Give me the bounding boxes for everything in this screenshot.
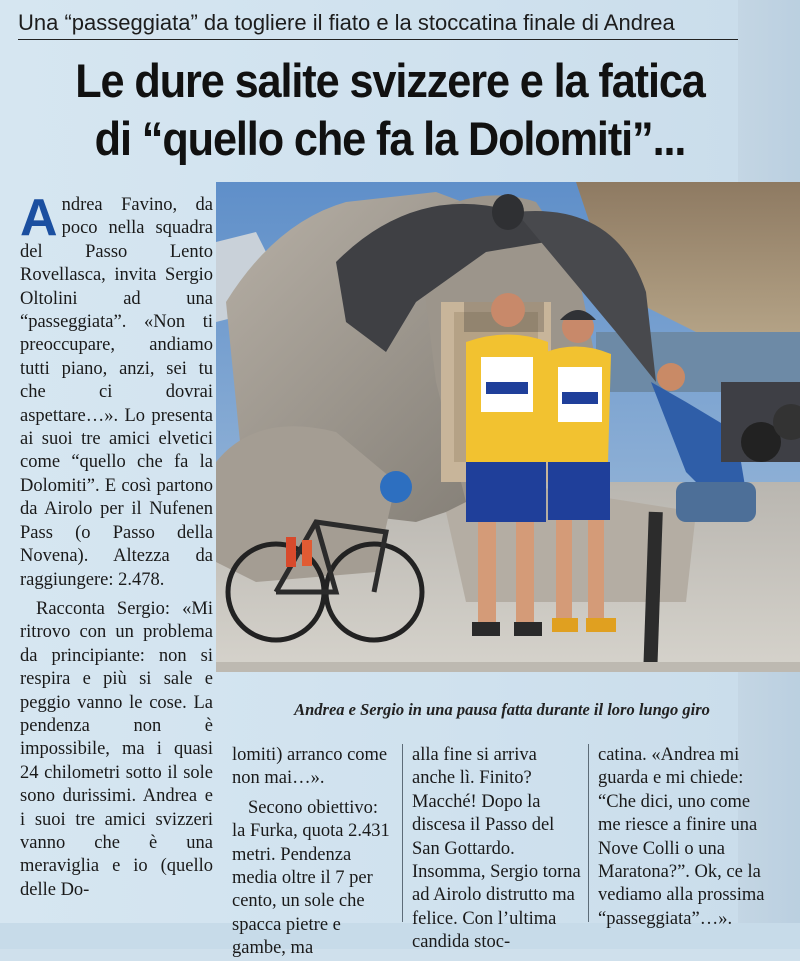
article-column-2 xyxy=(232,744,392,961)
headline-line-1: Le dure salite svizzere e la fatica xyxy=(75,54,705,107)
column-divider xyxy=(588,744,589,922)
article-paragraph: Racconta Sergio: «Mi ritrovo con un problema da principiante: non si respira e più si sale e peggio vanno le cose. La pendenza non è impossibile, ma i quasi 24 chilometri sotto il sole sono durissimi. Andrea e i suoi tre amici svizzeri vanno che è una meraviglia e io (quello delle Do- xyxy=(20,598,213,900)
article-paragraph: alla fine si arriva anche lì. Finito? Macché! Dopo la discesa il Passo del San Gottardo. Insomma, Sergio torna ad Airolo distrutto ma felice. Con l’ultima candida stoc- xyxy=(412,745,581,953)
column-divider xyxy=(402,744,403,922)
article-paragraph xyxy=(20,189,213,592)
article-column-1 xyxy=(20,189,213,902)
article-paragraph: catina. «Andrea mi guarda e mi chiede: “Che dici, uno come me riesce a finire una Nove Colli o una Maratona?”. Ok, ce la vediamo alla prossima “passeggiata”…». xyxy=(598,745,765,929)
photo-caption: Andrea e Sergio in una pausa fatta durante il loro lungo giro xyxy=(294,700,710,719)
kicker: Una “passeggiata” da togliere il fiato e la stoccatina finale di Andrea xyxy=(18,10,738,40)
headline-line-2: di “quello che fa la Dolomiti”... xyxy=(94,112,686,165)
headline xyxy=(40,52,739,168)
article-paragraph: lomiti) arranco come non mai…». xyxy=(232,745,388,789)
dropcap: A xyxy=(20,189,58,247)
article-photo xyxy=(216,182,800,672)
article-column-4 xyxy=(598,744,768,931)
paragraph-text: ndrea Favino, da poco nella squadra del Passo Lento Rovellasca, invita Sergio Oltolini ad una “passeggiata”. «Non ti preoccupare, andiamo tutti piano, anzi, sei tu che ci dovrai aspettare…». Lo presenta ai suoi tre amici elvetici come “quello che fa la Dolomiti”. E così partono da Airolo per il Nufenen Pass (o Passo della Novena). Altezza da raggiungere: 2.478. xyxy=(20,195,213,590)
article-paragraph: Secono obiettivo: la Furka, quota 2.431 metri. Pendenza media oltre il 7 per cento, un sole che spacca pietre e gambe, ma xyxy=(232,797,390,959)
article-column-3 xyxy=(412,744,582,955)
